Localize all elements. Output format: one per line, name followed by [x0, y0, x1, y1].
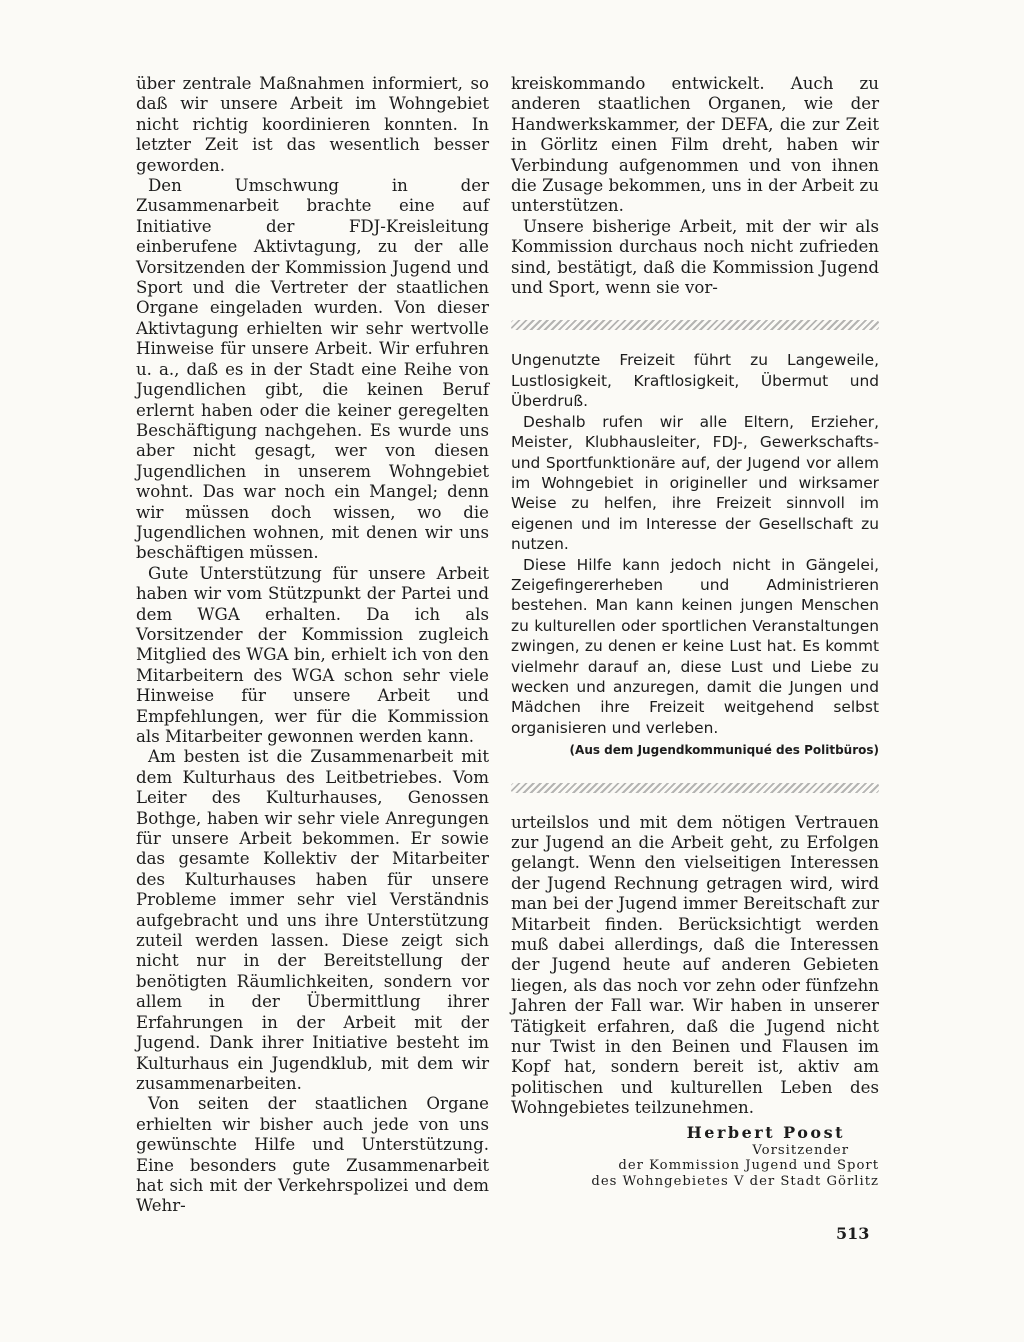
quote-paragraph: Ungenutzte Freizeit führt zu Langeweile, Lustlosigkeit, Kraftlosigkeit, Übermut und Überdruß. [511, 351, 879, 411]
page-number: 513 [836, 1224, 870, 1243]
quote-paragraph: Diese Hilfe kann jedoch nicht in Gängelei, Zeigefingererheben und Administrieren bestehen. Man kann keinen jungen Menschen zu kulturellen oder sportlichen Veranstaltungen zwingen, zu denen er keine Lust hat. Es kommt vielmehr darauf an, diese Lust und Liebe zu wecken und anzuregen, damit die Jungen und Mädchen ihre Freizeit weitgehend selbst organisieren und verleben. [511, 555, 879, 737]
paragraph: Von seiten der staatlichen Organe erhielten wir bisher auch jede von uns gewünschte Hilfe und Unterstützung. Eine besonders gute Zusammenarbeit hat sich mit der Verkehrspolizei und dem Wehr- [136, 1094, 489, 1216]
author-name: Herbert Poost [686, 1122, 845, 1142]
ornament-divider-bottom [511, 783, 879, 793]
paragraph: Unsere bisherige Arbeit, mit der wir als Kommission durchaus noch nicht zufrieden sind, bestätigt, daß die Kommission Jugend und Sport, wenn sie vor- [511, 216, 879, 298]
left-column [136, 74, 489, 1217]
quote-source: (Aus dem Jugendkommuniqué des Politbüros) [569, 743, 879, 758]
paragraph: über zentrale Maßnahmen informiert, so daß wir unsere Arbeit im Wohngebiet nicht richtig koordinieren konnten. In letzter Zeit ist das wesentlich besser geworden. [136, 74, 489, 175]
paragraph: Am besten ist die Zusammenarbeit mit dem Kulturhaus des Leitbetriebes. Vom Leiter des Kulturhauses, Genossen Bothge, haben wir sehr viele Anregungen für unsere Arbeit bekommen. Er sowie das gesamte Kollektiv der Mitarbeiter des Kulturhauses haben für unsere Probleme immer sehr viel Verständnis aufgebracht und uns ihre Unterstützung zuteil werden lassen. Diese zeigt sich nicht nur in der Bereitstellung der benötigten Räumlichkeiten, sondern vor allem in der Übermittlung ihrer Erfahrungen in der Arbeit mit der Jugend. Dank ihrer Initiative besteht im Kulturhaus ein Jugendklub, mit dem wir zusammenarbeiten. [136, 747, 489, 1093]
ornament-divider-top [511, 320, 879, 330]
author-affiliation: der Kommission Jugend und Sport [618, 1158, 879, 1174]
paragraph: Gute Unterstützung für unsere Arbeit haben wir vom Stützpunkt der Partei und dem WGA erhalten. Da ich als Vorsitzender der Kommission zugleich Mitglied des WGA bin, erhielt ich von den Mitarbeitern des WGA schon sehr viele Hinweise für unsere Arbeit und Empfehlungen, wer für die Kommission als Mitarbeiter gewonnen werden kann. [136, 563, 489, 746]
quote-paragraph: Deshalb rufen wir alle Eltern, Erzieher, Meister, Klubhausleiter, FDJ-, Gewerkschafts- und Sportfunktionäre auf, der Jugend vor allem im Wohngebiet in origineller und wirksamer Weise zu helfen, ihre Freizeit sinnvoll im eigenen und im Interesse der Gesellschaft zu nutzen. [511, 412, 879, 554]
paragraph: urteilslos und mit dem nötigen Vertrauen zur Jugend an die Arbeit geht, zu Erfolgen gelangt. Wenn den vielseitigen Interessen der Jugend Rechnung getragen wird, wird man bei der Jugend immer Bereitschaft zur Mitarbeit finden. Berücksichtigt werden muß dabei allerdings, daß die Interessen der Jugend heute auf anderen Gebieten liegen, als das noch vor zehn oder fünfzehn Jahren der Fall war. Wir haben in unserer Tätigkeit erfahren, daß die Jugend nicht nur Twist in den Beinen und Flausen im Kopf hat, sondern bereit ist, aktiv am politischen und kulturellen Leben des Wohngebietes teilzunehmen. [511, 812, 879, 1118]
quote-box [511, 350, 879, 760]
author-affiliation: des Wohngebietes V der Stadt Görlitz [591, 1173, 879, 1189]
right-column [511, 74, 879, 1189]
paragraph: Den Umschwung in der Zusammenarbeit brachte eine auf Initiative der FDJ-Kreisleitung einberufene Aktivtagung, zu der alle Vorsitzenden der Kommission Jugend und Sport und die Vertreter der staatlichen Organe eingeladen wurden. Von dieser Aktivtagung erhielten wir sehr wertvolle Hinweise für unsere Arbeit. Wir erfuhren u. a., daß es in der Stadt eine Reihe von Jugendlichen gibt, die keinen Beruf erlernt haben oder die keiner geregelten Beschäftigung nachgehen. Es wurde uns aber nicht gesagt, wer von diesen Jugendlichen in unserem Wohngebiet wohnt. Das war noch ein Mangel; denn wir müssen doch wissen, wo die Jugendlichen wohnen, mit denen wir uns beschäftigen müssen. [136, 176, 489, 563]
paragraph: kreiskommando entwickelt. Auch zu anderen staatlichen Organen, wie der Handwerkskammer, der DEFA, die zur Zeit in Görlitz einen Film dreht, haben wir Verbindung aufgenommen und von ihnen die Zusage bekommen, uns in der Arbeit zu unterstützen. [511, 74, 879, 216]
author-role: Vorsitzender [752, 1142, 849, 1158]
signature-block [511, 1123, 879, 1190]
